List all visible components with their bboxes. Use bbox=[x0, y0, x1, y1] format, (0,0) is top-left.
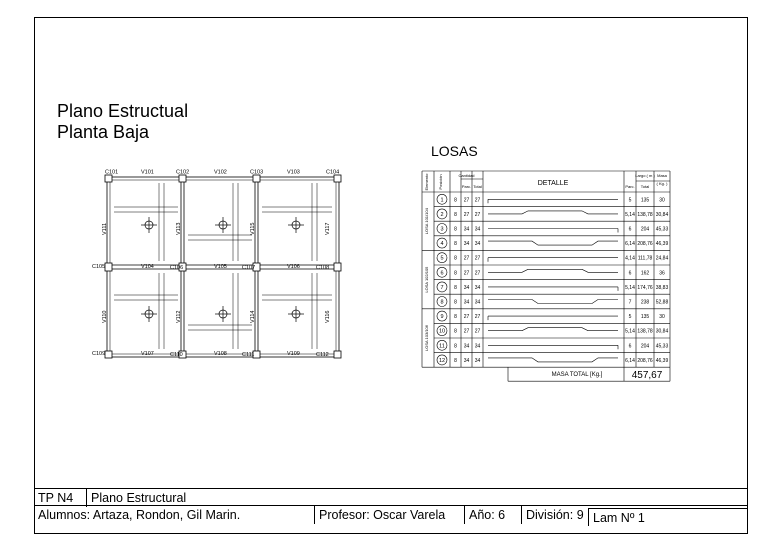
header-masa: Masa bbox=[657, 173, 667, 178]
qty-parc: 27 bbox=[463, 197, 470, 204]
beam-label: V101 bbox=[141, 169, 154, 176]
rebar-detail bbox=[488, 229, 618, 233]
bar-diameter: 8 bbox=[454, 211, 457, 218]
qty-total: 34 bbox=[474, 284, 481, 291]
qty-parc: 27 bbox=[463, 328, 470, 335]
length-total: 135 bbox=[640, 197, 650, 204]
qty-parc: 27 bbox=[463, 211, 470, 218]
group-label: LOSA 103/106 bbox=[424, 324, 429, 352]
length-parc: 5,14 bbox=[625, 284, 635, 291]
header-largo: Largo ( m ) bbox=[635, 173, 655, 178]
bar-diameter: 8 bbox=[454, 299, 457, 306]
length-total: 162 bbox=[640, 270, 650, 277]
bar-diameter: 8 bbox=[454, 270, 457, 277]
beam-label: V108 bbox=[214, 351, 227, 357]
title-block-row-1 bbox=[34, 488, 748, 506]
position-number: 3 bbox=[440, 226, 444, 233]
row-mass: 30,84 bbox=[655, 328, 669, 335]
row-mass: 30 bbox=[659, 197, 665, 204]
header-detalle: DETALLE bbox=[537, 180, 569, 187]
title-line-1: Plano Estructual bbox=[57, 101, 189, 121]
beam-label: V107 bbox=[141, 351, 154, 357]
header-largo-parc: Parc. bbox=[625, 184, 635, 189]
length-parc: 4,14 bbox=[625, 255, 635, 262]
rebar-detail bbox=[488, 328, 618, 331]
year: Año: 6 bbox=[464, 506, 521, 524]
rebar-detail bbox=[488, 287, 618, 291]
header-posicion: Posición bbox=[438, 174, 443, 190]
beam-label: V109 bbox=[287, 351, 300, 357]
length-total: 138,78 bbox=[637, 211, 653, 218]
students: Alumnos: Artaza, Rondon, Gil Marin. bbox=[38, 508, 241, 522]
rebar-detail bbox=[488, 241, 618, 245]
beam-label: V112 bbox=[176, 310, 182, 323]
qty-total: 27 bbox=[474, 314, 481, 321]
column-label: C108 bbox=[316, 265, 330, 271]
header-cantidad: Cantidad bbox=[458, 173, 475, 178]
beam-label: V102 bbox=[214, 169, 227, 176]
bar-diameter: 8 bbox=[454, 284, 457, 291]
qty-total: 27 bbox=[474, 270, 481, 277]
bar-diameter: 8 bbox=[454, 343, 457, 350]
qty-parc: 34 bbox=[463, 284, 470, 291]
position-number: 5 bbox=[440, 255, 444, 262]
bar-diameter: 8 bbox=[454, 197, 457, 204]
column-label: C109 bbox=[92, 351, 106, 357]
bar-diameter: 8 bbox=[454, 357, 457, 364]
professor: Profesor: Oscar Varela bbox=[314, 506, 464, 524]
beam-label: V113 bbox=[176, 222, 182, 235]
length-parc: 6,14 bbox=[625, 241, 635, 248]
rebar-detail bbox=[488, 345, 618, 349]
length-parc: 5,14 bbox=[625, 328, 635, 335]
title-block-row-2 bbox=[34, 505, 748, 523]
qty-total: 27 bbox=[474, 197, 481, 204]
header-parc: Parc. bbox=[461, 184, 472, 189]
length-parc: 5 bbox=[628, 314, 632, 321]
qty-total: 27 bbox=[474, 255, 481, 262]
row-mass: 52,88 bbox=[655, 299, 669, 306]
beam-label: V104 bbox=[141, 264, 154, 270]
tp-number: TP N4 bbox=[38, 491, 74, 505]
qty-total: 34 bbox=[474, 226, 481, 233]
bar-diameter: 8 bbox=[454, 328, 457, 335]
rebar-detail bbox=[488, 300, 618, 304]
length-parc: 6 bbox=[628, 226, 632, 233]
row-mass: 45,33 bbox=[655, 343, 669, 350]
qty-parc: 34 bbox=[463, 299, 470, 306]
length-total: 204 bbox=[640, 343, 650, 350]
column-label: C112 bbox=[316, 352, 329, 358]
beam-label: V103 bbox=[287, 169, 300, 176]
row-mass: 46,39 bbox=[655, 241, 669, 248]
qty-total: 27 bbox=[474, 328, 481, 335]
qty-parc: 27 bbox=[463, 255, 470, 262]
beam-label: V115 bbox=[250, 222, 256, 235]
rebar-detail bbox=[488, 199, 618, 203]
column-label: C105 bbox=[92, 264, 106, 270]
position-number: 12 bbox=[438, 357, 446, 364]
bar-diameter: 8 bbox=[454, 241, 457, 248]
qty-total: 34 bbox=[474, 357, 481, 364]
group-label: LOSA 101/104 bbox=[424, 208, 429, 235]
length-total: 135 bbox=[640, 314, 650, 321]
total-mass-value: 457,67 bbox=[631, 370, 663, 382]
header-elemento: Elemento bbox=[424, 173, 429, 191]
header-largo-total: Total bbox=[640, 184, 650, 189]
length-parc: 6 bbox=[628, 270, 632, 277]
structural-plan bbox=[92, 169, 350, 363]
qty-total: 34 bbox=[474, 241, 481, 248]
slab-schedule-table bbox=[422, 171, 746, 393]
qty-total: 34 bbox=[474, 299, 481, 306]
length-total: 138,78 bbox=[637, 328, 653, 335]
qty-parc: 34 bbox=[463, 357, 470, 364]
qty-total: 27 bbox=[474, 211, 481, 218]
column-label: C106 bbox=[170, 265, 184, 271]
length-parc: 6,14 bbox=[625, 357, 635, 364]
title-line-2: Planta Baja bbox=[57, 122, 150, 142]
length-total: 238 bbox=[640, 299, 650, 306]
bar-diameter: 8 bbox=[454, 226, 457, 233]
position-number: 11 bbox=[439, 343, 445, 350]
position-number: 6 bbox=[440, 270, 444, 277]
position-number: 10 bbox=[438, 328, 446, 335]
qty-parc: 34 bbox=[463, 343, 470, 350]
row-mass: 24,84 bbox=[655, 255, 669, 262]
column-label: C104 bbox=[326, 169, 340, 176]
column-label: C101 bbox=[105, 169, 119, 176]
beam-label: V114 bbox=[250, 310, 256, 323]
qty-parc: 34 bbox=[463, 226, 470, 233]
position-number: 1 bbox=[440, 197, 444, 204]
column-label: C103 bbox=[250, 169, 264, 176]
plan-name: Plano Estructural bbox=[86, 489, 206, 507]
length-total: 204 bbox=[640, 226, 650, 233]
position-number: 9 bbox=[440, 314, 444, 321]
header-masa-unit: ( Kg. ) bbox=[656, 181, 668, 186]
row-mass: 30 bbox=[659, 314, 665, 321]
rebar-detail bbox=[488, 358, 618, 362]
row-mass: 46,39 bbox=[655, 357, 669, 364]
beam-label: V106 bbox=[287, 264, 300, 270]
length-total: 208,76 bbox=[637, 241, 653, 248]
length-parc: 6 bbox=[628, 343, 632, 350]
row-mass: 36 bbox=[659, 270, 665, 277]
total-mass-label: MASA TOTAL [Kg.] bbox=[551, 372, 603, 379]
length-parc: 7 bbox=[628, 299, 632, 306]
qty-parc: 34 bbox=[463, 241, 470, 248]
drawing-title bbox=[57, 101, 188, 143]
beam-label: V117 bbox=[325, 222, 331, 235]
row-mass: 30,84 bbox=[655, 211, 669, 218]
qty-parc: 27 bbox=[463, 314, 470, 321]
length-parc: 5 bbox=[628, 197, 632, 204]
column-label: C110 bbox=[170, 352, 183, 358]
column-label: C102 bbox=[176, 169, 190, 176]
beam-label: V116 bbox=[325, 310, 331, 323]
bar-diameter: 8 bbox=[454, 255, 457, 262]
beam-label: V111 bbox=[102, 222, 108, 235]
rebar-detail bbox=[488, 258, 618, 262]
length-total: 208,76 bbox=[637, 357, 653, 364]
title-block bbox=[34, 488, 748, 534]
beam-label: V110 bbox=[102, 310, 108, 323]
length-total: 174,76 bbox=[637, 284, 653, 291]
column-label: C111 bbox=[242, 352, 255, 358]
header-total: Total bbox=[473, 184, 482, 189]
row-mass: 38,83 bbox=[655, 284, 669, 291]
rebar-detail bbox=[488, 269, 618, 272]
group-label: LOSA 102/105 bbox=[424, 266, 429, 293]
position-number: 8 bbox=[440, 299, 444, 306]
sheet-number: Lam Nº 1 bbox=[588, 508, 748, 526]
qty-parc: 27 bbox=[463, 270, 470, 277]
length-parc: 5,14 bbox=[625, 211, 635, 218]
row-mass: 45,33 bbox=[655, 226, 669, 233]
bar-diameter: 8 bbox=[454, 314, 457, 321]
rebar-detail bbox=[488, 316, 618, 320]
position-number: 4 bbox=[440, 241, 444, 248]
qty-total: 34 bbox=[474, 343, 481, 350]
rebar-detail bbox=[488, 211, 618, 214]
beam-label: V105 bbox=[214, 264, 227, 270]
length-total: 111,78 bbox=[637, 255, 653, 262]
column-label: C107 bbox=[242, 265, 256, 271]
position-number: 2 bbox=[440, 211, 444, 218]
position-number: 7 bbox=[440, 284, 444, 291]
division: División: 9 bbox=[521, 506, 588, 524]
schedule-title: LOSAS bbox=[431, 143, 478, 159]
